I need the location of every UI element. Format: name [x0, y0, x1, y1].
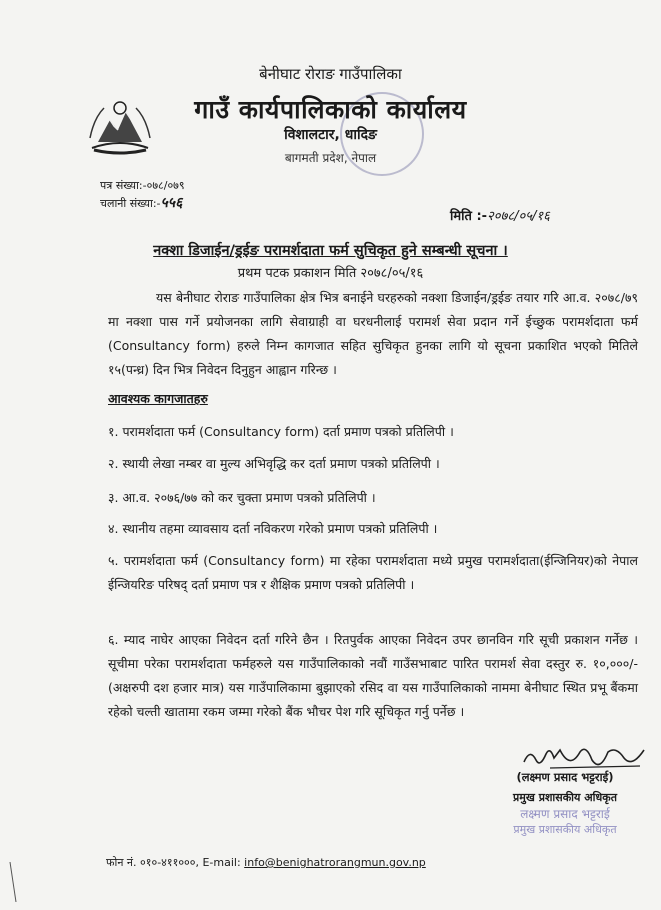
signatory-name: (लक्ष्मण प्रसाद भट्टराई) — [516, 770, 614, 784]
document-item-4: ४. स्थानीय तहमा व्यावसाय दर्ता नविकरण गरेको प्रमाण पत्रको प्रतिलिपी । — [108, 521, 438, 536]
document-item-3: ३. आ.व. २०७६/७७ को कर चुक्ता प्रमाण पत्रको प्रतिलिपी । — [108, 490, 376, 505]
intro-paragraph: यस बेनीघाट रोराङ गाउँपालिका क्षेत्र भित्र बनाईने घरहरुको नक्शा डिजाईन/ड्रईङ तयार गरि आ.व. २०७८/७९ मा नक्शा पास गर्ने प्रयोजनका लागि सेवाग्राही वा घरधनीलाई परामर्श सेवा प्रदान गर्ने ईच्छुक परामर्शदाता फर्म (Consultancy form) हरुले निम्न कागजात सहित सुचिकृत हुनका लागि यो सूचना प्रकाशित भएको मितिले १५(पन्ध्र) दिन भित्र निवेदन दिनुहुन आह्वान गरिन्छ । — [108, 290, 638, 377]
dispatch-number — [100, 193, 182, 212]
stamp-name: लक्ष्मण प्रसाद भट्टराई — [520, 807, 610, 821]
municipality-name: बेनीघाट रोराङ गाउँपालिका — [259, 65, 402, 83]
signatory-title: प्रमुख प्रशासकीय अधिकृत — [513, 791, 617, 804]
footer-contact — [106, 855, 426, 870]
letter-number-label: पत्र संख्या:- — [100, 179, 147, 192]
page-edge-mark — [8, 862, 18, 902]
letter-number-value: ०७८/०७९ — [146, 179, 185, 192]
publication-date: प्रथम पटक प्रकाशन मिति २०७८/०५/१६ — [237, 266, 424, 281]
dispatch-number-label: चलानी संख्या:- — [100, 197, 161, 210]
documents-heading: आवश्यक कागजातहरु — [108, 391, 208, 406]
office-title: गाउँ कार्यपालिकाको कार्यालय — [194, 95, 467, 124]
date-label: मिति :- — [450, 209, 488, 224]
footer-phone: फोन नं. ०१०-४११०००, E-mail: — [106, 856, 245, 869]
office-location: विशालटार, धादिङ — [284, 127, 377, 143]
notice-date — [450, 206, 550, 224]
letter-number — [100, 178, 185, 193]
stamp-title: प्रमुख प्रशासकीय अधिकृत — [513, 823, 617, 836]
notice-subject: नक्शा डिजाईन/ड्रईङ परामर्शदाता फर्म सुचिकृत हुने सम्बन्धी सूचना । — [153, 243, 508, 259]
date-value: २०७८/०५/१६ — [487, 209, 550, 224]
province: बागमती प्रदेश, नेपाल — [284, 151, 377, 165]
document-item-6: ६. म्याद नाघेर आएका निवेदन दर्ता गरिने छैन । रितपुर्वक आएका निवेदन उपर छानविन गरि सूची प्रकाशन गर्नेछ । सूचीमा परेका परामर्शदाता फर्महरुले यस गाउँपालिकाको नवौं गाउँसभाबाट पारित परामर्श सेवा दस्तुर रु. १०,०००/- (अक्षरुपी दश हजार मात्र) यस गाउँपालिकामा बुझाएको रसिद वा यस गाउँपालिकाको नाममा बेनीघाट स्थित प्रभू बैंकमा रहेको चल्ती खातामा रकम जम्मा गरेको बैंक भौचर पेश गरि सूचिकृत गर्नु पर्नेछ । — [108, 632, 638, 719]
footer-email-link[interactable]: info@benighatrorangmun.gov.np — [244, 856, 426, 869]
document-item-5: ५. परामर्शदाता फर्म (Consultancy form) मा रहेका परामर्शदाता मध्ये प्रमुख परामर्शदाता(ईन्जिनियर)को नेपाल ईन्जियरिङ परिषद् दर्ता प्रमाण पत्र र शैक्षिक प्रमाण पत्रको प्रतिलिपी । — [108, 553, 638, 592]
document-item-2: २. स्थायी लेखा नम्बर वा मुल्य अभिवृद्धि कर दर्ता प्रमाण पत्रको प्रतिलिपी । — [108, 456, 440, 471]
document-item-1: १. परामर्शदाता फर्म (Consultancy form) दर्ता प्रमाण पत्रको प्रतिलिपी । — [108, 424, 454, 439]
dispatch-number-value: ५५६ — [160, 195, 183, 211]
